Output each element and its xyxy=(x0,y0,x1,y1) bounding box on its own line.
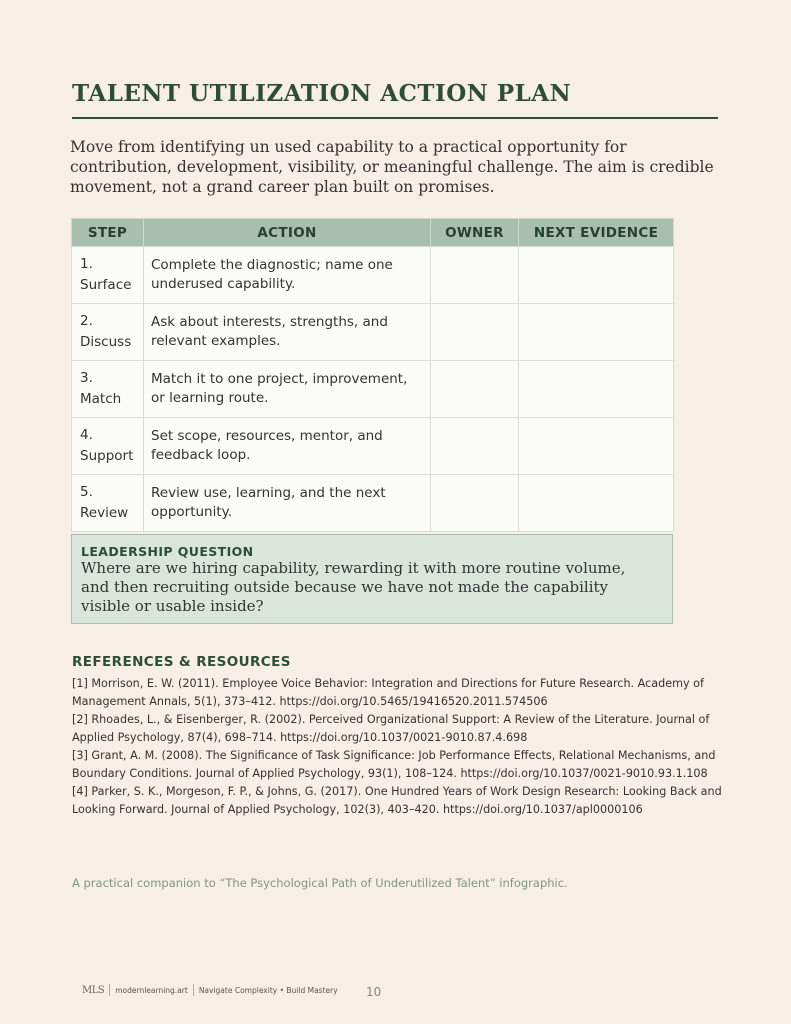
footer-separator xyxy=(109,984,110,996)
footer-separator xyxy=(193,984,194,996)
reference-item: [4] Parker, S. K., Morgeson, F. P., & Johns, G. (2017). One Hundred Years of Work Design Research: Looking Back and Looking Forward. Journal of Applied Psychology, 102(3), 403–420. https://doi.org/10.1037/apl0000106 xyxy=(72,785,722,816)
step-number: 3. xyxy=(80,370,93,386)
step-number: 1. xyxy=(80,256,93,272)
next-evidence-cell[interactable] xyxy=(519,361,674,418)
header-action: ACTION xyxy=(144,219,431,247)
step-number: 4. xyxy=(80,427,93,443)
reference-item: [2] Rhoades, L., & Eisenberger, R. (2002). Perceived Organizational Support: A Review of the Literature. Journal of Applied Psychology, 87(4), 698–714. https://doi.org/10.1037/0021-9010.87.4.698 xyxy=(72,713,710,744)
owner-cell[interactable] xyxy=(431,304,519,361)
companion-note: A practical companion to “The Psychological Path of Underutilized Talent” infographic. xyxy=(72,876,568,890)
table-row xyxy=(72,475,674,532)
header-step: STEP xyxy=(72,219,144,247)
action-plan-table xyxy=(71,218,674,532)
owner-cell[interactable] xyxy=(431,475,519,532)
step-number: 2. xyxy=(80,313,93,329)
table-row xyxy=(72,361,674,418)
brand-site[interactable]: modernlearning.art xyxy=(115,985,188,995)
next-evidence-cell[interactable] xyxy=(519,247,674,304)
action-cell: Ask about interests, strengths, and relevant examples. xyxy=(144,304,431,361)
step-number: 5. xyxy=(80,484,93,500)
step-name: Review xyxy=(80,505,129,521)
step-cell xyxy=(72,361,144,418)
intro-paragraph: Move from identifying un used capability to a practical opportunity for contribution, development, visibility, or meaningful challenge. The aim is credible movement, not a grand career plan built on promises. xyxy=(70,138,714,196)
action-cell: Review use, learning, and the next opportunity. xyxy=(144,475,431,532)
reference-item: [3] Grant, A. M. (2008). The Significance of Task Significance: Job Performance Effects, Relational Mechanisms, and Boundary Conditions. Journal of Applied Psychology, 93(1), 108–124. https://doi.org/10.1037/0021-9010.93.1.108 xyxy=(72,749,716,780)
owner-cell[interactable] xyxy=(431,361,519,418)
references-heading: REFERENCES & RESOURCES xyxy=(72,654,291,670)
next-evidence-cell[interactable] xyxy=(519,304,674,361)
table-header-row xyxy=(72,219,674,247)
step-name: Match xyxy=(80,391,122,407)
brand-logo: MLS xyxy=(82,984,105,996)
step-cell xyxy=(72,304,144,361)
step-cell xyxy=(72,475,144,532)
step-name: Discuss xyxy=(80,334,132,350)
header-next-evidence: NEXT EVIDENCE xyxy=(519,219,674,247)
title-divider xyxy=(72,117,718,119)
step-name: Surface xyxy=(80,277,132,293)
owner-cell[interactable] xyxy=(431,247,519,304)
table-row xyxy=(72,418,674,475)
step-cell xyxy=(72,247,144,304)
table-row xyxy=(72,304,674,361)
next-evidence-cell[interactable] xyxy=(519,418,674,475)
action-cell: Set scope, resources, mentor, and feedback loop. xyxy=(144,418,431,475)
leadership-question-text: Where are we hiring capability, rewarding it with more routine volume, and then recruiting outside because we have not made the capability visible or usable inside? xyxy=(81,559,626,615)
leadership-question-box xyxy=(71,534,673,624)
references-list xyxy=(72,675,732,819)
footer-brand xyxy=(82,984,338,996)
header-owner: OWNER xyxy=(431,219,519,247)
page-title: TALENT UTILIZATION ACTION PLAN xyxy=(72,80,572,107)
step-cell xyxy=(72,418,144,475)
step-name: Support xyxy=(80,448,134,464)
action-cell: Complete the diagnostic; name one underused capability. xyxy=(144,247,431,304)
brand-tagline: Navigate Complexity • Build Mastery xyxy=(198,985,338,995)
page-number: 10 xyxy=(366,985,382,999)
table-row xyxy=(72,247,674,304)
owner-cell[interactable] xyxy=(431,418,519,475)
action-cell: Match it to one project, improvement, or learning route. xyxy=(144,361,431,418)
reference-item: [1] Morrison, E. W. (2011). Employee Voice Behavior: Integration and Directions for Future Research. Academy of Management Annals, 5(1), 373–412. https://doi.org/10.5465/19416520.2011.574506 xyxy=(72,677,704,708)
next-evidence-cell[interactable] xyxy=(519,475,674,532)
leadership-question-label: LEADERSHIP QUESTION xyxy=(81,544,254,559)
